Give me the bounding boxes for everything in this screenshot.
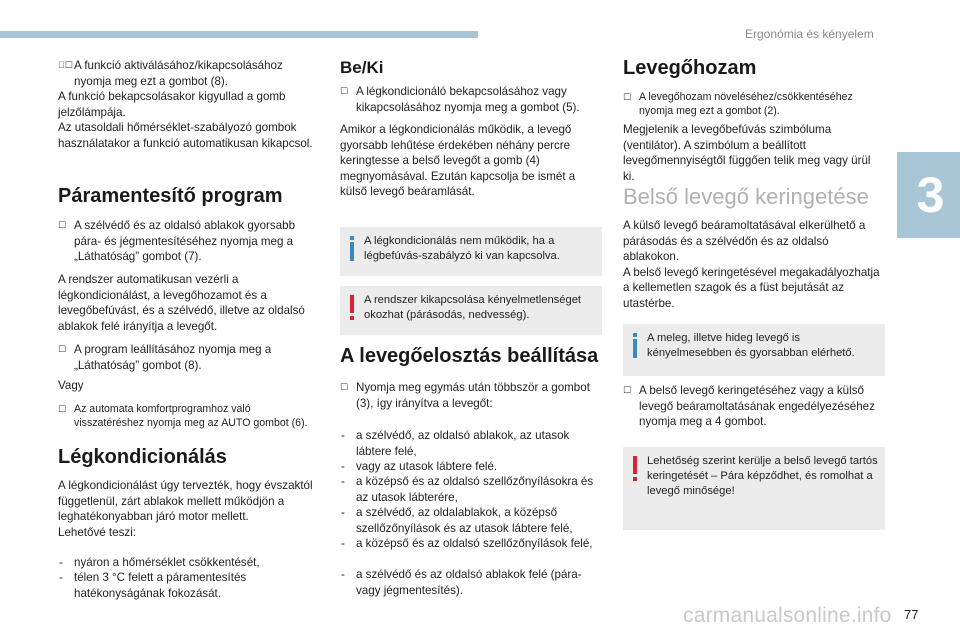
bullet-distribution [340, 380, 602, 411]
running-title: Ergonómia és kényelem [745, 27, 874, 41]
paragraph: A funkció bekapcsolásakor kigyullad a gomb jelzőlámpája. Az utasoldali hőmérséklet-szabályozó gombok használatakor a funkció automatikusan kikapcsol. [58, 90, 313, 150]
warning-note: Lehetőség szerint kerülje a belső levegő tartós keringetését – Pára képződhet, és romolhat a levegő minősége! [623, 447, 885, 530]
bullet-text: A levegőhozam növeléséhez/csökkentéséhez nyomja meg ezt a gombot (2). [639, 91, 853, 117]
bullet-flow [623, 90, 885, 118]
watermark: carmanualsonline.info [683, 604, 892, 627]
dash-item: - a szélvédő, az oldalablakok, a középső szellőzőnyílások és az utasok lábtere felé, [341, 506, 573, 535]
info-note: A légkondicionálás nem működik, ha a légbefúvás-szabályzó ki van kapcsolva. [340, 227, 602, 276]
info-icon [349, 236, 355, 262]
bullet-text: Az automata komfortprogramhoz való visszatéréshez nyomja meg az AUTO gombot (6). [74, 403, 308, 429]
bullet-text: A program leállításához nyomja meg a „Láthatóság” gombot (8). [74, 343, 272, 372]
section-heading: Belső levegő keringetése [623, 184, 869, 209]
section-heading: Be/Ki [340, 58, 384, 77]
button-symbol-icon: ☐ [58, 220, 67, 230]
dash-item: - télen 3 °C felett a páramentesítés hatékonyságának fokozását. [59, 571, 247, 600]
chapter-tab: 3 [897, 152, 960, 238]
paragraph: Megjelenik a levegőbefúvás szimbóluma (ventilátor). A szimbólum a beállított levegőmennyiségtől függően telik meg vagy ürül ki. [623, 123, 871, 183]
bullet-text: A szélvédő és az oldalsó ablakok gyorsabb pára- és jégmentesítéséhez nyomja meg a „Láthatóság” gombot (7). [74, 219, 296, 263]
bullet-visibility [58, 218, 320, 265]
button-symbol-icon: ☐ [58, 344, 67, 354]
button-symbol-icon: ☐ [58, 404, 67, 414]
bullet-text: Nyomja meg egymás után többször a gombot (3), így irányítva a levegőt: [356, 381, 590, 410]
button-symbol-icon: ☐ [340, 382, 349, 392]
bullet-text: A funkció aktiválásához/kikapcsolásához nyomja meg ezt a gombot (8). [74, 59, 283, 88]
warning-icon [349, 295, 355, 321]
warning-icon [632, 456, 638, 482]
dash-item: - a középső és az oldalsó szellőzőnyílásokra és az utasok lábterére, [341, 475, 594, 504]
button-symbol-icon: ☐ [623, 385, 632, 395]
header-accent-bar [0, 31, 478, 38]
button-symbol-icon: ☐ [340, 86, 349, 96]
bullet-text: A légkondicionáló bekapcsolásához vagy kikapcsolásához nyomja meg a gombot (5). [356, 85, 580, 114]
dash-item: - a szélvédő és az oldalsó ablakok felé (pára-vagy jégmentesítés). [341, 568, 582, 597]
dash-item: - a középső és az oldalsó szellőzőnyílások felé, [341, 537, 593, 550]
dash-item: - nyáron a hőmérséklet csökkentését, [59, 556, 260, 569]
paragraph: Amikor a légkondicionálás működik, a levegő gyorsabb lehűtése érdekében néhány percre keringtesse a belső levegőt a gomb (4) megnyomásával. Ezután kapcsolja be ismét a külső levegő beáramlását. [340, 123, 576, 198]
section-heading: Páramentesítő program [58, 185, 283, 207]
bullet-auto [58, 402, 320, 430]
paragraph: A külső levegő beáramoltatásával elkerülhető a párásodás és a szélvédőn és az oldalsó ablakokon. A belső levegő keringetésével megakadályozhatja a kellemetlen szagok és a füst bejutását az utastérbe. [623, 219, 880, 310]
dash-item: - a szélvédő, az oldalsó ablakok, az utasok lábtere felé, [341, 429, 570, 458]
section-heading: Légkondicionálás [58, 446, 227, 468]
vagy-text: Vagy [58, 379, 84, 392]
bullet-stop-program [58, 342, 320, 373]
page-number: 77 [904, 607, 919, 622]
section-heading: Levegőhozam [623, 57, 757, 79]
bullet-text: A belső levegő keringetéséhez vagy a külső levegő beáramoltatásának engedélyezéséhez nyomja meg a 4 gombot. [639, 384, 875, 428]
paragraph: A légkondicionálást úgy tervezték, hogy évszaktól függetlenül, zárt ablakok mellett működjön a leghatékonyabban járó motor mellett. Lehetővé teszi: [58, 479, 313, 539]
section-heading: A levegőelosztás beállítása [340, 345, 599, 367]
bullet-ac-toggle [340, 84, 602, 115]
info-icon [632, 333, 638, 359]
bullet-defog-toggle [58, 58, 320, 89]
dash-item: - vagy az utasok lábtere felé. [341, 460, 498, 473]
paragraph: A rendszer automatikusan vezérli a légkondicionálást, a levegőhozamot és a levegőbefúvást, és a szélvédő, illetve az oldalsó ablakok felé irányítja a levegőt. [58, 273, 305, 333]
button-symbol-icon: ☐ [58, 60, 67, 70]
warning-note: A rendszer kikapcsolása kényelmetlenséget okozhat (párásodás, nedvesség). [340, 286, 602, 335]
info-note: A meleg, illetve hideg levegő is kényelmesebben és gyorsabban elérhető. [623, 324, 885, 376]
button-symbol-icon: ☐ [623, 92, 632, 102]
bullet-recirc [623, 383, 885, 430]
